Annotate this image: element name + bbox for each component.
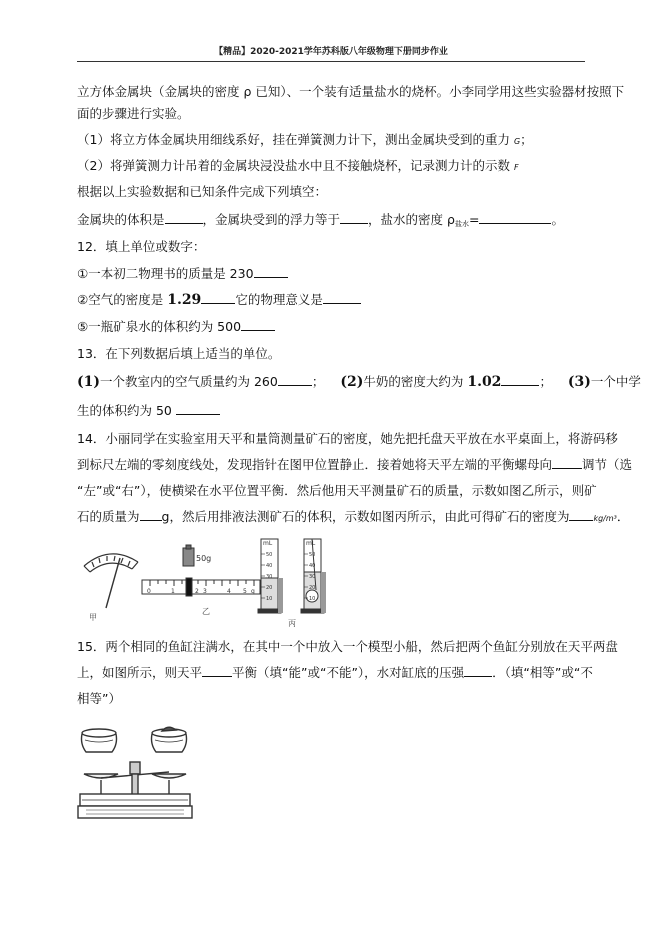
q11-line2: 面的步骤进行实验。 <box>77 106 190 121</box>
q14-figure-svg <box>80 536 340 626</box>
q11-line6-d: = <box>468 212 480 227</box>
q15-line2-b: 平衡（填“能”或“不能”），水对缸底的压强 <box>232 665 465 680</box>
ruler-rider <box>186 578 192 596</box>
blank-q12-2a[interactable] <box>201 291 235 304</box>
blank-q12-2b[interactable] <box>323 291 361 304</box>
q13-sep1: ； <box>311 374 325 389</box>
q13-title: 13．在下列数据后填上适当的单位。 <box>77 346 281 361</box>
cylinder-tick-label: 30 <box>309 574 316 580</box>
q14-line2-a: 到标尺左端的零刻度线处，发现指针在图甲位置静止．接着她将天平左端的平衡螺母向 <box>77 457 553 472</box>
ruler-label-3: 3 <box>203 588 207 595</box>
q11-step1-var: G <box>513 137 521 146</box>
blank-q13-2[interactable] <box>501 373 539 386</box>
q13-p2-num: (2) <box>340 374 364 390</box>
q11-line6 <box>77 211 564 233</box>
cylinder-tick-label: 40 <box>309 563 316 569</box>
q11-line1: 立方体金属块（金属块的密度 ρ 已知）、一个装有适量盐水的烧杯。小李同学用这些实验器材按照下 <box>77 84 625 99</box>
blank-q12-3[interactable] <box>241 318 275 331</box>
cylinder-tick-label: 50 <box>266 552 273 558</box>
q15-line3: 相等”） <box>77 691 121 706</box>
weight-label: 50g <box>196 554 212 563</box>
q12-item2 <box>77 291 361 309</box>
q12-title: 12．填上单位或数字： <box>77 239 206 254</box>
q12-item1-text: ①一本初二物理书的质量是 230 <box>77 266 254 281</box>
figure-jia-dial <box>84 554 138 608</box>
q11-step1-end: ； <box>520 132 533 147</box>
q14-line4-a: 石的质量为 <box>77 509 140 524</box>
blank-density[interactable] <box>479 211 551 224</box>
cylinder-tick-label: 20 <box>309 585 316 591</box>
cylinder-tick-label: 40 <box>266 563 273 569</box>
blank-q14-2[interactable] <box>140 508 162 521</box>
blank-q13-3[interactable] <box>176 402 220 415</box>
ruler-label-4: 4 <box>227 588 231 595</box>
cylinder-b-unit: mL <box>306 540 316 547</box>
cylinder-tick-label: 20 <box>266 585 273 591</box>
q14-figures <box>80 536 340 626</box>
q13-line2 <box>77 402 220 420</box>
q11-step2 <box>77 157 519 177</box>
q13-p2-val: 1.02 <box>467 374 502 390</box>
q14-line4-end: ． <box>616 509 630 524</box>
q12-item3 <box>77 318 275 336</box>
blank-q13-1[interactable] <box>278 373 312 386</box>
q12-item2-a: ②空气的密度是 <box>77 292 164 307</box>
q15-line2 <box>77 664 593 682</box>
ruler-unit: g <box>251 588 255 595</box>
blank-q12-1[interactable] <box>254 265 288 278</box>
q12-item2-b: 它的物理意义是 <box>235 292 323 307</box>
header-rule <box>77 61 585 62</box>
q11-line6-e: 。 <box>551 212 564 227</box>
q11-line6-sub: 盐水 <box>454 220 469 228</box>
q13-p1-text: 一个教室内的空气质量约为 260 <box>100 374 278 389</box>
blank-q14-1[interactable] <box>552 456 582 469</box>
q15-figure <box>76 722 194 822</box>
q13-line1 <box>77 373 641 391</box>
q14-line4 <box>77 508 629 528</box>
q11-step2-var: F <box>513 163 519 172</box>
q13-sep2: ； <box>539 374 552 389</box>
blank-q14-3[interactable] <box>569 508 593 521</box>
q11-line5: 根据以上实验数据和已知条件完成下列填空： <box>77 184 328 199</box>
cylinder-tick-label: 50 <box>309 552 316 558</box>
q12-item2-num: 1.29 <box>167 292 202 308</box>
q14-line2 <box>77 456 632 474</box>
ruler-label-5: 5 <box>243 588 247 595</box>
q12-item1 <box>77 265 288 283</box>
q15-figure-svg <box>76 722 194 822</box>
q15-line2-a: 上，如图所示，则天平 <box>77 665 203 680</box>
q11-step1 <box>77 131 533 151</box>
q12-item3-text: ⑤一瓶矿泉水的体积约为 500 <box>77 319 242 334</box>
q11-line6-a: 金属块的体积是 <box>77 212 165 227</box>
q13-p2-text: 牛奶的密度大约为 <box>363 374 464 389</box>
q13-p3-num: (3) <box>567 374 591 390</box>
cylinder-tick-label: 10 <box>266 596 273 602</box>
q13-line2-text: 生的体积约为 50 <box>77 403 172 418</box>
q14-line2-b: 调节（选 <box>582 457 633 472</box>
blank-q15-2[interactable] <box>464 664 492 677</box>
q11-step2-text: （2）将弹簧测力计吊着的金属块浸没盐水中且不接触烧杯，记录测力计的示数 <box>77 158 510 173</box>
q14-line3: “左”或“右”），使横梁在水平位置平衡．然后他用天平测量矿石的质量，示数如图乙所示，则矿 <box>77 483 597 498</box>
q15-line1: 15．两个相同的鱼缸注满水，在其中一个中放入一个模型小船，然后把两个鱼缸分别放在天平两盘 <box>77 639 618 654</box>
ruler-label-2: 2 <box>195 588 199 595</box>
q11-line6-c: ，盐水的密度 ρ <box>368 212 455 227</box>
cylinder-tick-label: 10 <box>309 596 316 602</box>
blank-volume[interactable] <box>165 211 203 224</box>
ruler-label-1: 1 <box>171 588 175 595</box>
cylinder-tick-label: 30 <box>266 574 273 580</box>
q11-line6-b: ，金属块受到的浮力等于 <box>202 212 341 227</box>
caption-yi: 乙 <box>202 607 210 616</box>
caption-jia: 甲 <box>89 613 97 622</box>
cylinder-a-unit: mL <box>263 540 273 547</box>
q14-line4-unit: kg/m³ <box>593 514 617 523</box>
blank-buoyancy[interactable] <box>340 211 368 224</box>
q13-p1-num: (1) <box>77 374 100 390</box>
page-header: 【精品】2020-2021学年苏科版八年级物理下册同步作业 <box>214 47 448 57</box>
q15-line2-c: ．（填“相等”或“不 <box>492 665 593 680</box>
q13-p3-text: 一个中学 <box>590 374 641 389</box>
caption-bing: 丙 <box>288 619 296 628</box>
q11-step1-text: （1）将立方体金属块用细线系好，挂在弹簧测力计下，测出金属块受到的重力 <box>77 132 510 147</box>
q14-line4-b: g，然后用排液法测矿石的体积，示数如图丙所示，由此可得矿石的密度为 <box>161 509 570 524</box>
q14-line1: 14．小丽同学在实验室用天平和量筒测量矿石的密度，她先把托盘天平放在水平桌面上，将游码移 <box>77 431 618 446</box>
blank-q15-1[interactable] <box>202 664 232 677</box>
ruler-label-0: 0 <box>147 588 151 595</box>
